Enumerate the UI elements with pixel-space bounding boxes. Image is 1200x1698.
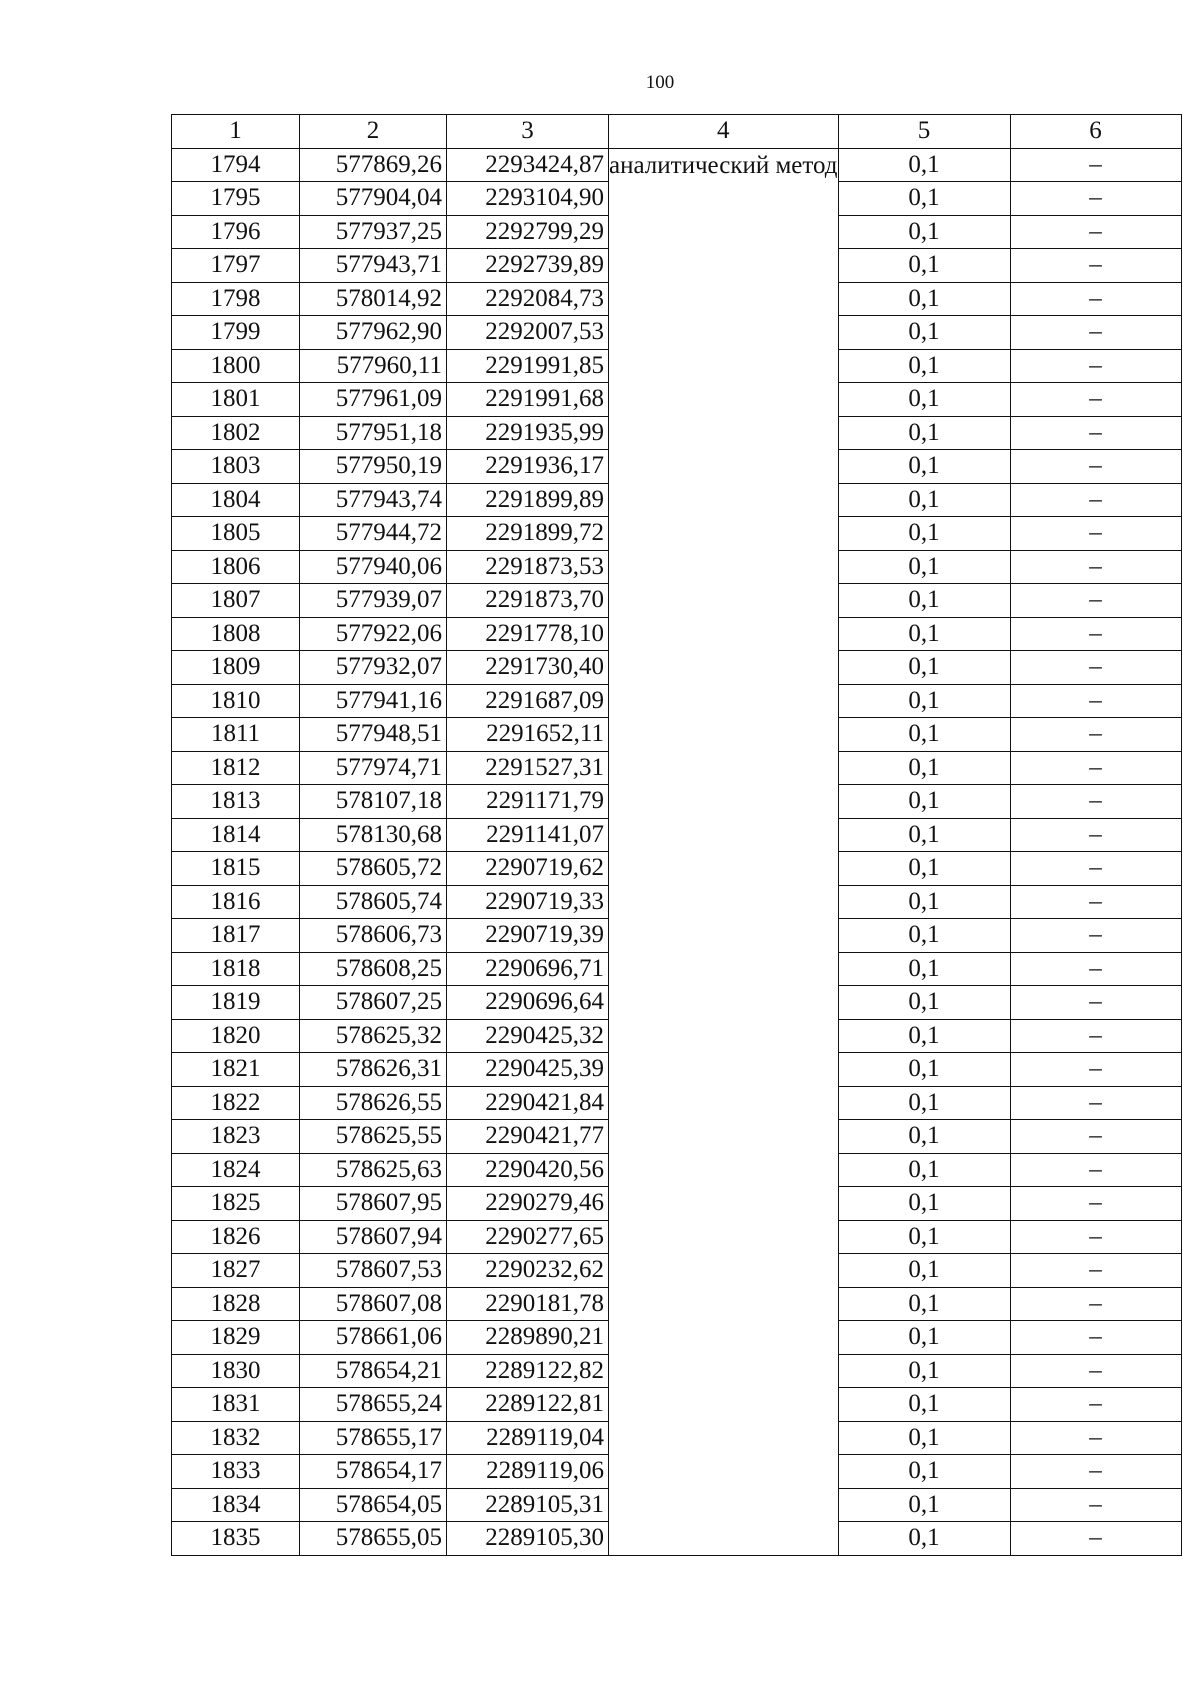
description-cell: –: [1010, 684, 1181, 718]
description-cell: –: [1010, 550, 1181, 584]
y-coordinate-cell: 2291899,72: [447, 517, 609, 551]
accuracy-cell: 0,1: [838, 182, 1010, 216]
accuracy-cell: 0,1: [838, 1120, 1010, 1154]
accuracy-cell: 0,1: [838, 1421, 1010, 1455]
description-cell: –: [1010, 416, 1181, 450]
accuracy-cell: 0,1: [838, 383, 1010, 417]
point-number-cell: 1806: [172, 550, 300, 584]
method-cell: аналитический метод: [609, 148, 839, 1555]
point-number-cell: 1828: [172, 1287, 300, 1321]
accuracy-cell: 0,1: [838, 316, 1010, 350]
y-coordinate-cell: 2290277,65: [447, 1220, 609, 1254]
accuracy-cell: 0,1: [838, 215, 1010, 249]
accuracy-cell: 0,1: [838, 852, 1010, 886]
description-cell: –: [1010, 1053, 1181, 1087]
accuracy-cell: 0,1: [838, 1187, 1010, 1221]
accuracy-cell: 0,1: [838, 785, 1010, 819]
point-number-cell: 1813: [172, 785, 300, 819]
column-header: 5: [838, 115, 1010, 149]
accuracy-cell: 0,1: [838, 617, 1010, 651]
description-cell: –: [1010, 215, 1181, 249]
y-coordinate-cell: 2292084,73: [447, 282, 609, 316]
y-coordinate-cell: 2291873,70: [447, 584, 609, 618]
x-coordinate-cell: 578607,95: [300, 1187, 447, 1221]
x-coordinate-cell: 578655,24: [300, 1388, 447, 1422]
description-cell: –: [1010, 1455, 1181, 1489]
point-number-cell: 1807: [172, 584, 300, 618]
x-coordinate-cell: 578625,55: [300, 1120, 447, 1154]
accuracy-cell: 0,1: [838, 282, 1010, 316]
accuracy-cell: 0,1: [838, 651, 1010, 685]
y-coordinate-cell: 2290181,78: [447, 1287, 609, 1321]
x-coordinate-cell: 577937,25: [300, 215, 447, 249]
point-number-cell: 1805: [172, 517, 300, 551]
accuracy-cell: 0,1: [838, 885, 1010, 919]
description-cell: –: [1010, 919, 1181, 953]
x-coordinate-cell: 578625,32: [300, 1019, 447, 1053]
x-coordinate-cell: 577922,06: [300, 617, 447, 651]
coordinates-table: [171, 114, 1182, 1556]
point-number-cell: 1799: [172, 316, 300, 350]
description-cell: –: [1010, 1220, 1181, 1254]
point-number-cell: 1802: [172, 416, 300, 450]
description-cell: –: [1010, 952, 1181, 986]
x-coordinate-cell: 578654,17: [300, 1455, 447, 1489]
accuracy-cell: 0,1: [838, 751, 1010, 785]
accuracy-cell: 0,1: [838, 148, 1010, 182]
accuracy-cell: 0,1: [838, 986, 1010, 1020]
x-coordinate-cell: 578655,05: [300, 1522, 447, 1556]
y-coordinate-cell: 2293104,90: [447, 182, 609, 216]
description-cell: –: [1010, 885, 1181, 919]
description-cell: –: [1010, 818, 1181, 852]
description-cell: –: [1010, 1354, 1181, 1388]
point-number-cell: 1823: [172, 1120, 300, 1154]
point-number-cell: 1801: [172, 383, 300, 417]
point-number-cell: 1811: [172, 718, 300, 752]
y-coordinate-cell: 2291991,68: [447, 383, 609, 417]
point-number-cell: 1820: [172, 1019, 300, 1053]
y-coordinate-cell: 2290719,33: [447, 885, 609, 919]
description-cell: –: [1010, 1287, 1181, 1321]
description-cell: –: [1010, 1522, 1181, 1556]
point-number-cell: 1819: [172, 986, 300, 1020]
x-coordinate-cell: 578655,17: [300, 1421, 447, 1455]
description-cell: –: [1010, 517, 1181, 551]
column-header: 6: [1010, 115, 1181, 149]
point-number-cell: 1830: [172, 1354, 300, 1388]
description-cell: –: [1010, 852, 1181, 886]
y-coordinate-cell: 2291730,40: [447, 651, 609, 685]
y-coordinate-cell: 2289122,81: [447, 1388, 609, 1422]
point-number-cell: 1833: [172, 1455, 300, 1489]
y-coordinate-cell: 2291141,07: [447, 818, 609, 852]
accuracy-cell: 0,1: [838, 1321, 1010, 1355]
description-cell: –: [1010, 1153, 1181, 1187]
description-cell: –: [1010, 1488, 1181, 1522]
point-number-cell: 1800: [172, 349, 300, 383]
y-coordinate-cell: 2291935,99: [447, 416, 609, 450]
x-coordinate-cell: 577940,06: [300, 550, 447, 584]
description-cell: –: [1010, 1019, 1181, 1053]
x-coordinate-cell: 578608,25: [300, 952, 447, 986]
y-coordinate-cell: 2290719,62: [447, 852, 609, 886]
accuracy-cell: 0,1: [838, 1254, 1010, 1288]
point-number-cell: 1824: [172, 1153, 300, 1187]
x-coordinate-cell: 578607,08: [300, 1287, 447, 1321]
accuracy-cell: 0,1: [838, 1220, 1010, 1254]
accuracy-cell: 0,1: [838, 249, 1010, 283]
y-coordinate-cell: 2289119,06: [447, 1455, 609, 1489]
description-cell: –: [1010, 450, 1181, 484]
x-coordinate-cell: 578014,92: [300, 282, 447, 316]
column-header: 3: [447, 115, 609, 149]
accuracy-cell: 0,1: [838, 952, 1010, 986]
x-coordinate-cell: 578107,18: [300, 785, 447, 819]
y-coordinate-cell: 2289105,31: [447, 1488, 609, 1522]
description-cell: –: [1010, 282, 1181, 316]
y-coordinate-cell: 2290420,56: [447, 1153, 609, 1187]
y-coordinate-cell: 2289105,30: [447, 1522, 609, 1556]
point-number-cell: 1831: [172, 1388, 300, 1422]
y-coordinate-cell: 2289119,04: [447, 1421, 609, 1455]
description-cell: –: [1010, 1421, 1181, 1455]
description-cell: –: [1010, 751, 1181, 785]
description-cell: –: [1010, 249, 1181, 283]
description-cell: –: [1010, 718, 1181, 752]
table-body: [172, 148, 1182, 1555]
point-number-cell: 1821: [172, 1053, 300, 1087]
y-coordinate-cell: 2290425,32: [447, 1019, 609, 1053]
description-cell: –: [1010, 617, 1181, 651]
description-cell: –: [1010, 1120, 1181, 1154]
accuracy-cell: 0,1: [838, 1354, 1010, 1388]
x-coordinate-cell: 578654,05: [300, 1488, 447, 1522]
point-number-cell: 1825: [172, 1187, 300, 1221]
y-coordinate-cell: 2291873,53: [447, 550, 609, 584]
description-cell: –: [1010, 383, 1181, 417]
point-number-cell: 1796: [172, 215, 300, 249]
x-coordinate-cell: 578625,63: [300, 1153, 447, 1187]
y-coordinate-cell: 2289122,82: [447, 1354, 609, 1388]
point-number-cell: 1834: [172, 1488, 300, 1522]
table-row: [172, 148, 1182, 182]
description-cell: –: [1010, 785, 1181, 819]
page-number: 100: [645, 72, 675, 93]
y-coordinate-cell: 2289890,21: [447, 1321, 609, 1355]
x-coordinate-cell: 578654,21: [300, 1354, 447, 1388]
description-cell: –: [1010, 483, 1181, 517]
description-cell: –: [1010, 148, 1181, 182]
y-coordinate-cell: 2290279,46: [447, 1187, 609, 1221]
y-coordinate-cell: 2292739,89: [447, 249, 609, 283]
accuracy-cell: 0,1: [838, 517, 1010, 551]
point-number-cell: 1826: [172, 1220, 300, 1254]
accuracy-cell: 0,1: [838, 550, 1010, 584]
point-number-cell: 1798: [172, 282, 300, 316]
point-number-cell: 1810: [172, 684, 300, 718]
x-coordinate-cell: 577943,74: [300, 483, 447, 517]
description-cell: –: [1010, 584, 1181, 618]
description-cell: –: [1010, 1086, 1181, 1120]
column-header: 2: [300, 115, 447, 149]
y-coordinate-cell: 2292007,53: [447, 316, 609, 350]
description-cell: –: [1010, 349, 1181, 383]
point-number-cell: 1827: [172, 1254, 300, 1288]
x-coordinate-cell: 577941,16: [300, 684, 447, 718]
accuracy-cell: 0,1: [838, 684, 1010, 718]
x-coordinate-cell: 577974,71: [300, 751, 447, 785]
accuracy-cell: 0,1: [838, 1019, 1010, 1053]
description-cell: –: [1010, 1187, 1181, 1221]
x-coordinate-cell: 577932,07: [300, 651, 447, 685]
y-coordinate-cell: 2291991,85: [447, 349, 609, 383]
description-cell: –: [1010, 1388, 1181, 1422]
point-number-cell: 1808: [172, 617, 300, 651]
accuracy-cell: 0,1: [838, 1455, 1010, 1489]
accuracy-cell: 0,1: [838, 1388, 1010, 1422]
y-coordinate-cell: 2291899,89: [447, 483, 609, 517]
accuracy-cell: 0,1: [838, 818, 1010, 852]
x-coordinate-cell: 577943,71: [300, 249, 447, 283]
accuracy-cell: 0,1: [838, 584, 1010, 618]
y-coordinate-cell: 2291171,79: [447, 785, 609, 819]
x-coordinate-cell: 578605,72: [300, 852, 447, 886]
point-number-cell: 1832: [172, 1421, 300, 1455]
point-number-cell: 1816: [172, 885, 300, 919]
x-coordinate-cell: 577951,18: [300, 416, 447, 450]
y-coordinate-cell: 2291687,09: [447, 684, 609, 718]
y-coordinate-cell: 2293424,87: [447, 148, 609, 182]
y-coordinate-cell: 2291527,31: [447, 751, 609, 785]
x-coordinate-cell: 578605,74: [300, 885, 447, 919]
y-coordinate-cell: 2291936,17: [447, 450, 609, 484]
y-coordinate-cell: 2290425,39: [447, 1053, 609, 1087]
y-coordinate-cell: 2290421,84: [447, 1086, 609, 1120]
x-coordinate-cell: 578607,53: [300, 1254, 447, 1288]
point-number-cell: 1794: [172, 148, 300, 182]
x-coordinate-cell: 578607,94: [300, 1220, 447, 1254]
y-coordinate-cell: 2290719,39: [447, 919, 609, 953]
accuracy-cell: 0,1: [838, 483, 1010, 517]
description-cell: –: [1010, 1321, 1181, 1355]
y-coordinate-cell: 2290696,71: [447, 952, 609, 986]
x-coordinate-cell: 578130,68: [300, 818, 447, 852]
column-header: 1: [172, 115, 300, 149]
accuracy-cell: 0,1: [838, 1053, 1010, 1087]
accuracy-cell: 0,1: [838, 1153, 1010, 1187]
accuracy-cell: 0,1: [838, 450, 1010, 484]
y-coordinate-cell: 2292799,29: [447, 215, 609, 249]
accuracy-cell: 0,1: [838, 1086, 1010, 1120]
description-cell: –: [1010, 1254, 1181, 1288]
x-coordinate-cell: 577950,19: [300, 450, 447, 484]
y-coordinate-cell: 2291652,11: [447, 718, 609, 752]
point-number-cell: 1822: [172, 1086, 300, 1120]
x-coordinate-cell: 578607,25: [300, 986, 447, 1020]
accuracy-cell: 0,1: [838, 1287, 1010, 1321]
x-coordinate-cell: 578626,31: [300, 1053, 447, 1087]
accuracy-cell: 0,1: [838, 718, 1010, 752]
point-number-cell: 1795: [172, 182, 300, 216]
x-coordinate-cell: 577960,11: [300, 349, 447, 383]
point-number-cell: 1815: [172, 852, 300, 886]
x-coordinate-cell: 577904,04: [300, 182, 447, 216]
accuracy-cell: 0,1: [838, 1488, 1010, 1522]
point-number-cell: 1809: [172, 651, 300, 685]
x-coordinate-cell: 577961,09: [300, 383, 447, 417]
point-number-cell: 1804: [172, 483, 300, 517]
x-coordinate-cell: 577948,51: [300, 718, 447, 752]
description-cell: –: [1010, 986, 1181, 1020]
point-number-cell: 1835: [172, 1522, 300, 1556]
table-header-row: [172, 115, 1182, 149]
x-coordinate-cell: 577869,26: [300, 148, 447, 182]
point-number-cell: 1829: [172, 1321, 300, 1355]
description-cell: –: [1010, 182, 1181, 216]
point-number-cell: 1817: [172, 919, 300, 953]
point-number-cell: 1803: [172, 450, 300, 484]
description-cell: –: [1010, 651, 1181, 685]
y-coordinate-cell: 2290696,64: [447, 986, 609, 1020]
y-coordinate-cell: 2291778,10: [447, 617, 609, 651]
x-coordinate-cell: 577962,90: [300, 316, 447, 350]
description-cell: –: [1010, 316, 1181, 350]
point-number-cell: 1818: [172, 952, 300, 986]
accuracy-cell: 0,1: [838, 349, 1010, 383]
point-number-cell: 1812: [172, 751, 300, 785]
y-coordinate-cell: 2290421,77: [447, 1120, 609, 1154]
x-coordinate-cell: 577939,07: [300, 584, 447, 618]
x-coordinate-cell: 578606,73: [300, 919, 447, 953]
column-header: 4: [609, 115, 839, 149]
accuracy-cell: 0,1: [838, 919, 1010, 953]
accuracy-cell: 0,1: [838, 416, 1010, 450]
point-number-cell: 1797: [172, 249, 300, 283]
x-coordinate-cell: 578626,55: [300, 1086, 447, 1120]
x-coordinate-cell: 577944,72: [300, 517, 447, 551]
y-coordinate-cell: 2290232,62: [447, 1254, 609, 1288]
x-coordinate-cell: 578661,06: [300, 1321, 447, 1355]
accuracy-cell: 0,1: [838, 1522, 1010, 1556]
point-number-cell: 1814: [172, 818, 300, 852]
